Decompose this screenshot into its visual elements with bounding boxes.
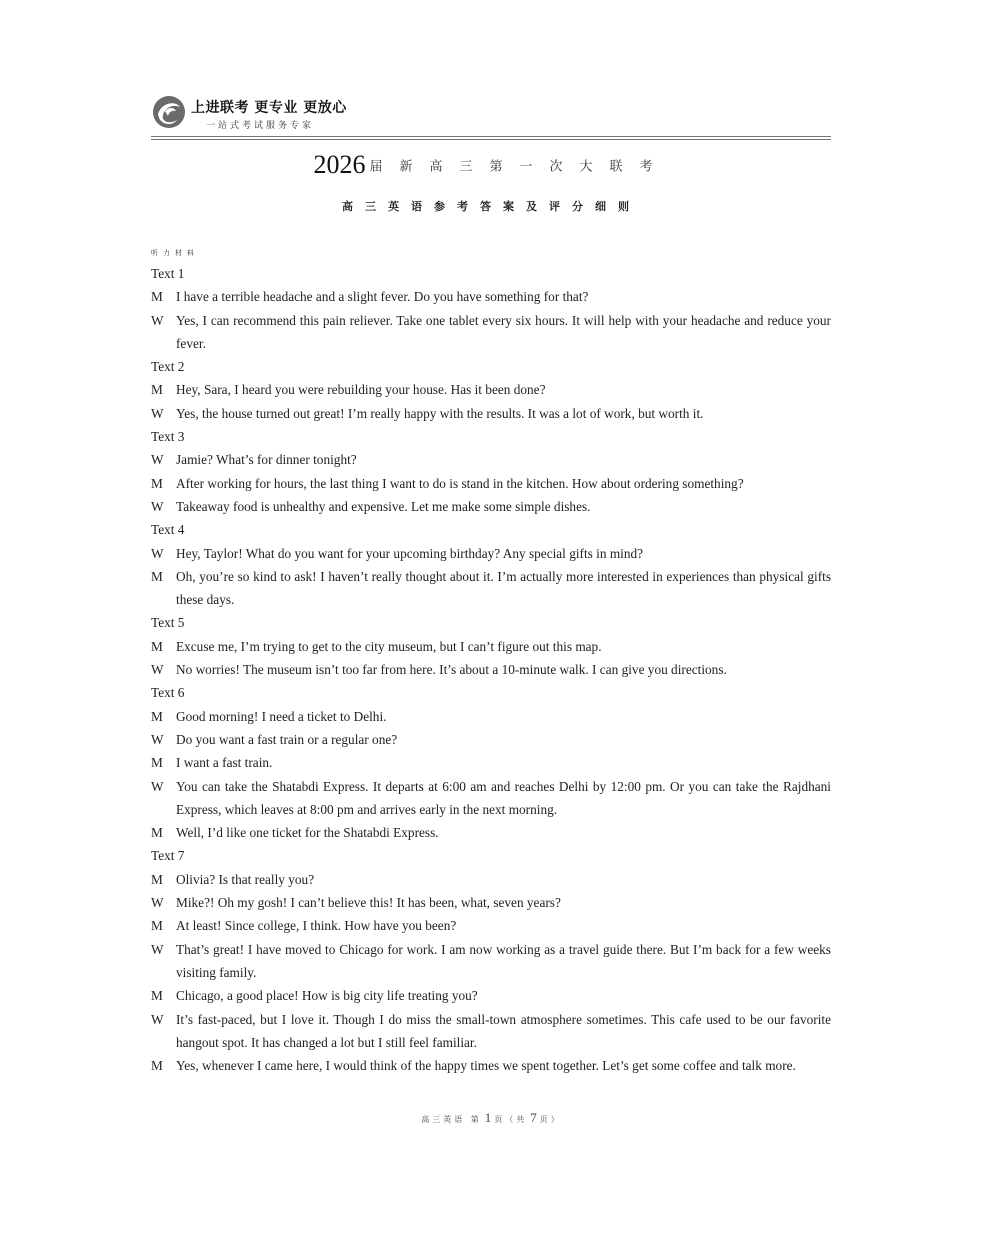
speaker-label: M bbox=[151, 708, 163, 724]
header-logo bbox=[151, 94, 831, 140]
speaker-label: M bbox=[151, 825, 163, 841]
text-heading: Text 4 bbox=[151, 522, 185, 538]
dialogue-text: Jamie? What’s for dinner tonight? bbox=[176, 452, 357, 468]
dialogue-text: Hey, Sara, I heard you were rebuilding your house. Has it been done? bbox=[176, 382, 546, 398]
speaker-label: M bbox=[151, 568, 163, 584]
dialogue-text: Yes, I can recommend this pain reliever. Take one tablet every six hours. It will help with your headache and reduce your fever. bbox=[176, 312, 831, 351]
dialogue-line bbox=[151, 542, 831, 565]
footer-page-number: 1 bbox=[484, 1110, 492, 1125]
dialogue-line bbox=[151, 1054, 831, 1077]
section-label: 听力材料 bbox=[151, 249, 199, 257]
speaker-label: M bbox=[151, 755, 163, 771]
dialogue-line bbox=[151, 705, 831, 728]
dialogue-text: That’s great! I have moved to Chicago for work. I am now working as a travel guide there. But I’m back for a few weeks visiting family. bbox=[176, 941, 831, 980]
footer-prefix: 第 bbox=[470, 1115, 482, 1124]
swirl-logo-icon bbox=[151, 94, 187, 130]
dialogue-line bbox=[151, 285, 831, 308]
speaker-label: M bbox=[151, 1058, 163, 1074]
footer-suffix: 页） bbox=[539, 1115, 562, 1124]
dialogue-line bbox=[151, 472, 831, 495]
dialogue-line bbox=[151, 751, 831, 774]
speaker-label: W bbox=[151, 1011, 164, 1027]
dialogue-line bbox=[151, 775, 831, 822]
speaker-label: M bbox=[151, 475, 163, 491]
dialogue-text: Do you want a fast train or a regular one? bbox=[176, 731, 398, 747]
speaker-label: W bbox=[151, 778, 164, 794]
dialogue-line bbox=[151, 821, 831, 844]
dialogue-text: After working for hours, the last thing I want to do is stand in the kitchen. How about ordering something? bbox=[176, 475, 744, 491]
speaker-label: M bbox=[151, 988, 163, 1004]
speaker-label: W bbox=[151, 662, 164, 678]
dialogue-line bbox=[151, 495, 831, 518]
speaker-label: W bbox=[151, 895, 164, 911]
dialogue-text: Mike?! Oh my gosh! I can’t believe this! It has been, what, seven years? bbox=[176, 895, 561, 911]
dialogue-text: Good morning! I need a ticket to Delhi. bbox=[176, 708, 387, 724]
text-heading: Text 1 bbox=[151, 266, 185, 281]
dialogue-text: I want a fast train. bbox=[176, 755, 273, 771]
text-heading: Text 6 bbox=[151, 685, 185, 701]
dialogue-text: Oh, you’re so kind to ask! I haven’t really thought about it. I’m actually more interested in experiences than physical gifts these days. bbox=[176, 568, 831, 608]
speaker-label: W bbox=[151, 941, 164, 957]
dialogue-text: Yes, whenever I came here, I would think of the happy times we spent together. Let’s get some coffee and talk more. bbox=[176, 1058, 796, 1074]
transcript-body bbox=[151, 262, 831, 1077]
dialogue-line bbox=[151, 448, 831, 471]
dialogue-line bbox=[151, 635, 831, 658]
document-subtitle: 高三英语参考答案及评分细则 bbox=[342, 200, 641, 213]
speaker-label: W bbox=[151, 731, 164, 747]
speaker-label: M bbox=[151, 638, 163, 654]
speaker-label: W bbox=[151, 312, 164, 328]
speaker-label: M bbox=[151, 871, 163, 887]
dialogue-text: Excuse me, I’m trying to get to the city museum, but I can’t figure out this map. bbox=[176, 638, 602, 654]
speaker-label: W bbox=[151, 405, 164, 421]
logo-subline: 一站式考试服务专家 bbox=[206, 121, 315, 131]
dialogue-line bbox=[151, 868, 831, 891]
dialogue-text: At least! Since college, I think. How have you been? bbox=[176, 918, 457, 934]
dialogue-line bbox=[151, 891, 831, 914]
dialogue-line bbox=[151, 309, 831, 356]
dialogue-line bbox=[151, 1008, 831, 1055]
dialogue-line bbox=[151, 378, 831, 401]
text-heading: Text 2 bbox=[151, 359, 185, 375]
dialogue-text: Well, I’d like one ticket for the Shatabdi Express. bbox=[176, 825, 439, 841]
dialogue-text: You can take the Shatabdi Express. It departs at 6:00 am and reaches Delhi by 12:00 pm. Or you can take the Rajdhani Express, which leaves at 8:00 pm and arrives early in the next morning. bbox=[176, 778, 831, 817]
dialogue-line bbox=[151, 728, 831, 751]
dialogue-line bbox=[151, 658, 831, 681]
text-heading: Text 5 bbox=[151, 615, 185, 631]
dialogue-text: Hey, Taylor! What do you want for your upcoming birthday? Any special gifts in mind? bbox=[176, 545, 644, 561]
dialogue-line bbox=[151, 565, 831, 612]
dialogue-line bbox=[151, 402, 831, 425]
title-year: 2026 bbox=[313, 150, 366, 179]
title-text: 届新高三第一次大联考 bbox=[369, 159, 670, 175]
dialogue-text: Takeaway food is unhealthy and expensive. Let me make some simple dishes. bbox=[176, 498, 591, 514]
speaker-label: W bbox=[151, 452, 164, 468]
speaker-label: M bbox=[151, 918, 163, 934]
dialogue-line bbox=[151, 914, 831, 937]
dialogue-line bbox=[151, 938, 831, 985]
header-divider bbox=[151, 136, 831, 137]
footer-mid: 页（共 bbox=[494, 1115, 528, 1124]
page-footer bbox=[0, 1110, 983, 1126]
speaker-label: W bbox=[151, 498, 164, 514]
dialogue-text: Chicago, a good place! How is big city life treating you? bbox=[176, 988, 478, 1004]
dialogue-text: No worries! The museum isn’t too far from here. It’s about a 10-minute walk. I can give you directions. bbox=[176, 662, 727, 678]
dialogue-line bbox=[151, 984, 831, 1007]
document-title bbox=[0, 150, 983, 180]
text-heading: Text 3 bbox=[151, 429, 185, 445]
footer-subject: 高三英语 bbox=[421, 1115, 466, 1124]
speaker-label: M bbox=[151, 289, 163, 305]
speaker-label: M bbox=[151, 382, 163, 398]
logo-slogan: 上进联考 更专业 更放心 bbox=[191, 100, 347, 116]
speaker-label: W bbox=[151, 545, 164, 561]
footer-total-pages: 7 bbox=[530, 1110, 537, 1125]
dialogue-text: Yes, the house turned out great! I’m really happy with the results. It was a lot of work, but worth it. bbox=[176, 405, 704, 421]
header-divider-secondary bbox=[151, 139, 831, 140]
dialogue-text: It’s fast-paced, but I love it. Though I do miss the small-town atmosphere sometimes. This cafe used to be our favorite hangout spot. It has changed a lot but I still feel familiar. bbox=[176, 1011, 831, 1050]
dialogue-text: Olivia? Is that really you? bbox=[176, 871, 315, 887]
dialogue-text: I have a terrible headache and a slight fever. Do you have something for that? bbox=[176, 289, 589, 305]
text-heading: Text 7 bbox=[151, 848, 185, 864]
